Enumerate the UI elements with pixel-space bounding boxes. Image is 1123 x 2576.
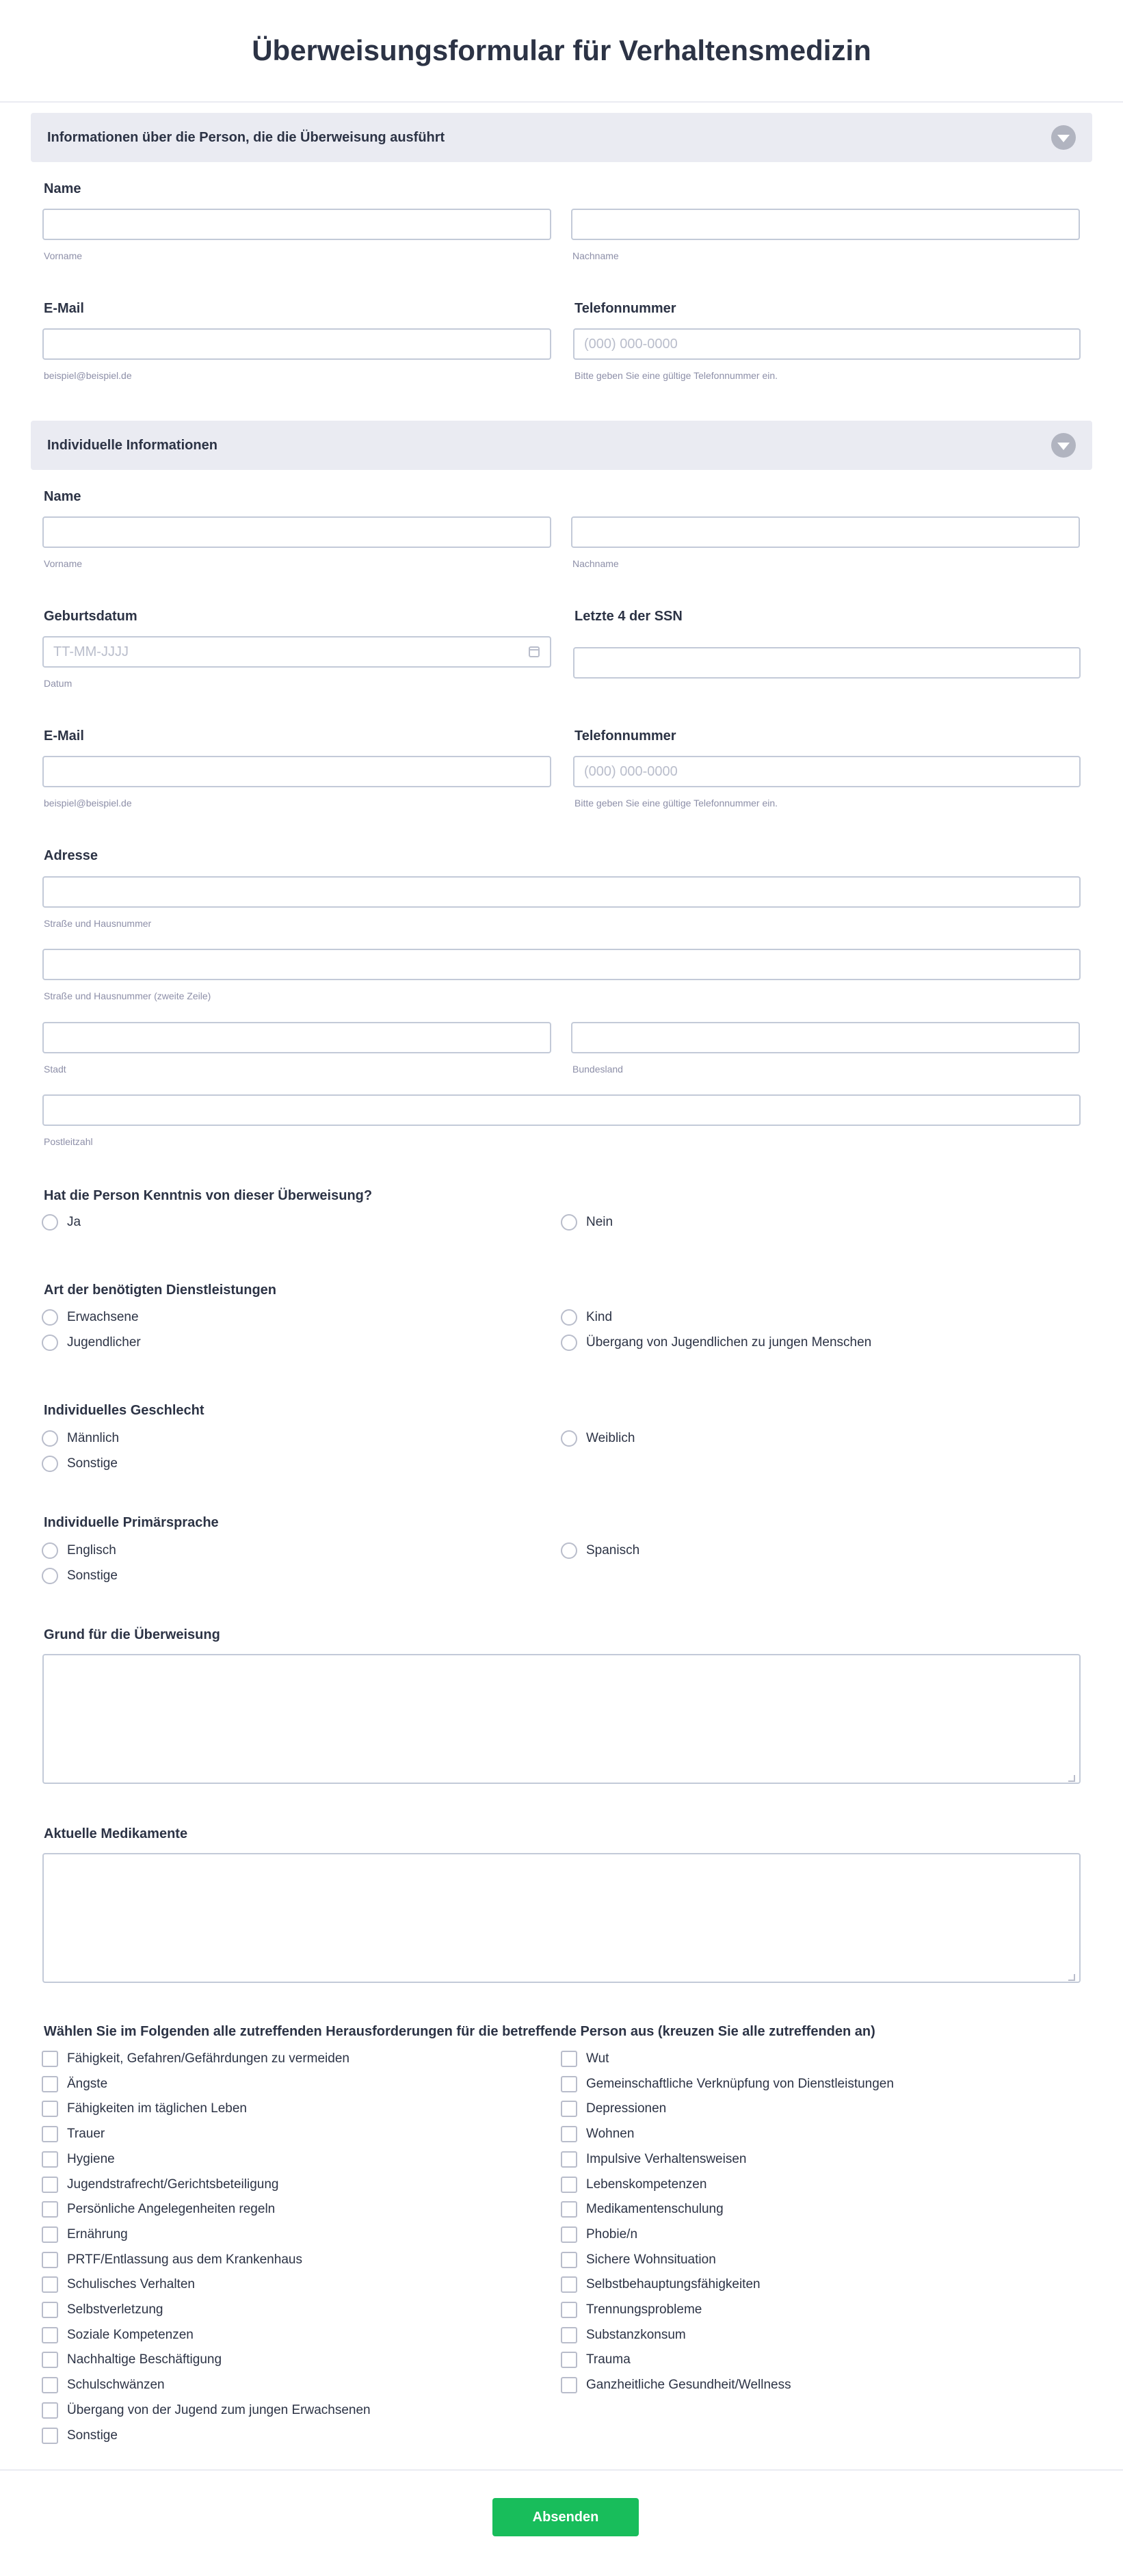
street-sublabel: Straße und Hausnummer bbox=[44, 918, 152, 929]
option-label: Nein bbox=[586, 1215, 613, 1229]
street-input[interactable] bbox=[42, 876, 1081, 908]
state-input[interactable] bbox=[571, 1022, 1080, 1053]
checkbox-option[interactable] bbox=[42, 2201, 275, 2218]
checkbox-label: Soziale Kompetenzen bbox=[67, 2327, 194, 2342]
city-input[interactable] bbox=[42, 1022, 551, 1053]
submit-button[interactable]: Absenden bbox=[492, 2498, 639, 2536]
checkbox-option[interactable] bbox=[42, 2076, 107, 2092]
radio-option-uebergang[interactable] bbox=[561, 1335, 871, 1351]
option-label: Männlich bbox=[67, 1431, 120, 1445]
section-header-individual[interactable] bbox=[31, 421, 1092, 470]
individual-phone-input[interactable] bbox=[573, 756, 1081, 787]
radio-option-ja[interactable] bbox=[42, 1214, 81, 1231]
date-sublabel: Datum bbox=[44, 678, 72, 689]
checkbox-label: Übergang von der Jugend zum jungen Erwachsenen bbox=[67, 2402, 371, 2417]
referrer-last-name-input[interactable] bbox=[571, 209, 1080, 240]
checkbox-option[interactable] bbox=[561, 2226, 637, 2243]
checkbox[interactable] bbox=[561, 2276, 577, 2293]
checkbox-option[interactable] bbox=[42, 2177, 278, 2193]
checkbox-label: Persönliche Angelegenheiten regeln bbox=[67, 2202, 276, 2217]
option-label: Spanisch bbox=[586, 1543, 640, 1558]
form-title: Überweisungsformular für Verhaltensmedizin bbox=[252, 34, 871, 66]
last-name-sublabel: Nachname bbox=[572, 558, 619, 569]
checkbox-label: Trauer bbox=[67, 2127, 105, 2142]
checkbox-option[interactable] bbox=[561, 2352, 631, 2368]
checkbox-label: Ängste bbox=[67, 2076, 108, 2091]
checkbox-option[interactable] bbox=[561, 2151, 746, 2168]
radio-circle[interactable] bbox=[42, 1335, 58, 1351]
checkbox-label: Phobie/n bbox=[586, 2226, 638, 2242]
referrer-phone-label: Telefonnummer bbox=[574, 301, 676, 316]
radio-circle[interactable] bbox=[42, 1214, 58, 1231]
checkbox-label: Medikamentenschulung bbox=[586, 2202, 724, 2217]
checkbox-option[interactable] bbox=[42, 2352, 222, 2368]
checkbox[interactable] bbox=[42, 2428, 58, 2444]
checkbox[interactable] bbox=[561, 2377, 577, 2393]
gender-label: Individuelles Geschlecht bbox=[44, 1403, 204, 1418]
section-title: Informationen über die Person, die die Überweisung ausführt bbox=[47, 129, 445, 145]
checkbox-label: Ganzheitliche Gesundheit/Wellness bbox=[586, 2378, 791, 2393]
checkbox[interactable] bbox=[42, 2126, 58, 2142]
address-label: Adresse bbox=[44, 848, 98, 863]
medication-label: Aktuelle Medikamente bbox=[44, 1826, 188, 1841]
checkbox[interactable] bbox=[42, 2402, 58, 2419]
checkbox[interactable] bbox=[42, 2226, 58, 2243]
checkbox-label: Schulisches Verhalten bbox=[67, 2277, 195, 2292]
checkbox-label: Schulschwänzen bbox=[67, 2378, 165, 2393]
checkbox[interactable] bbox=[42, 2276, 58, 2293]
option-label: Englisch bbox=[67, 1543, 116, 1558]
radio-circle[interactable] bbox=[42, 1430, 58, 1447]
checkbox[interactable] bbox=[42, 2201, 58, 2218]
checkbox[interactable] bbox=[42, 2327, 58, 2343]
checkbox-label: Hygiene bbox=[67, 2151, 115, 2166]
radio-circle[interactable] bbox=[42, 1309, 58, 1326]
first-name-sublabel: Vorname bbox=[44, 558, 83, 569]
checkbox-option[interactable] bbox=[561, 2377, 791, 2393]
option-label: Übergang von Jugendlichen zu jungen Menschen bbox=[586, 1335, 872, 1350]
first-name-sublabel: Vorname bbox=[44, 250, 83, 261]
form-header bbox=[0, 0, 1123, 103]
ssn-label: Letzte 4 der SSN bbox=[574, 609, 683, 624]
zip-sublabel: Postleitzahl bbox=[44, 1136, 93, 1147]
referrer-name-label: Name bbox=[44, 181, 81, 196]
phone-sublabel: Bitte geben Sie eine gültige Telefonnummer ein. bbox=[574, 798, 778, 809]
checkbox[interactable] bbox=[561, 2126, 577, 2142]
section-title: Individuelle Informationen bbox=[47, 437, 217, 453]
checkbox-label: Selbstverletzung bbox=[67, 2302, 163, 2317]
resize-handle-icon[interactable] bbox=[1068, 1775, 1075, 1782]
reason-textarea[interactable] bbox=[42, 1654, 1081, 1784]
radio-option-spanisch[interactable] bbox=[561, 1542, 639, 1559]
radio-circle[interactable] bbox=[42, 1542, 58, 1559]
checkbox-option[interactable] bbox=[42, 2126, 105, 2142]
challenges-label: Wählen Sie im Folgenden alle zutreffenden Herausforderungen für die betreffende Person aus (kreuzen Sie alle zutreffenden an) bbox=[44, 2024, 875, 2039]
checkbox[interactable] bbox=[561, 2201, 577, 2218]
email-sublabel: beispiel@beispiel.de bbox=[44, 370, 132, 381]
checkbox[interactable] bbox=[42, 2151, 58, 2168]
referrer-phone-input[interactable] bbox=[573, 328, 1081, 360]
checkbox-option[interactable] bbox=[42, 2428, 118, 2444]
radio-option-sonstige-gender[interactable] bbox=[42, 1456, 118, 1472]
radio-circle[interactable] bbox=[42, 1568, 58, 1584]
reason-label: Grund für die Überweisung bbox=[44, 1627, 220, 1642]
checkbox-label: Trennungsprobleme bbox=[586, 2302, 702, 2317]
state-sublabel: Bundesland bbox=[572, 1064, 623, 1075]
radio-circle[interactable] bbox=[561, 1335, 577, 1351]
radio-circle[interactable] bbox=[561, 1309, 577, 1326]
checkbox[interactable] bbox=[561, 2352, 577, 2368]
checkbox[interactable] bbox=[561, 2302, 577, 2318]
checkbox[interactable] bbox=[42, 2051, 58, 2067]
checkbox-option[interactable] bbox=[42, 2276, 195, 2293]
checkbox[interactable] bbox=[42, 2252, 58, 2268]
individual-name-label: Name bbox=[44, 489, 81, 504]
checkbox-option[interactable] bbox=[561, 2126, 634, 2142]
option-label: Kind bbox=[586, 1310, 613, 1324]
individual-last-name-input[interactable] bbox=[571, 516, 1080, 548]
checkbox-option[interactable] bbox=[42, 2151, 115, 2168]
collapse-icon[interactable] bbox=[1051, 125, 1076, 150]
birthdate-input[interactable] bbox=[42, 636, 551, 668]
radio-option-weiblich[interactable] bbox=[561, 1430, 635, 1447]
checkbox-option[interactable] bbox=[561, 2302, 702, 2318]
phone-sublabel: Bitte geben Sie eine gültige Telefonnummer ein. bbox=[574, 370, 778, 381]
radio-option-erwachsene[interactable] bbox=[42, 1309, 139, 1326]
checkbox-label: Trauma bbox=[586, 2352, 631, 2367]
checkbox-option[interactable] bbox=[42, 2252, 302, 2268]
checkbox-label: Sichere Wohnsituation bbox=[586, 2252, 716, 2267]
checkbox[interactable] bbox=[42, 2377, 58, 2393]
checkbox-option[interactable] bbox=[561, 2252, 716, 2268]
aware-label: Hat die Person Kenntnis von dieser Überweisung? bbox=[44, 1188, 373, 1203]
footer-divider bbox=[0, 2469, 1123, 2471]
radio-circle[interactable] bbox=[561, 1214, 577, 1231]
individual-email-label: E-Mail bbox=[44, 728, 84, 744]
checkbox-option[interactable] bbox=[42, 2302, 163, 2318]
checkbox-label: Fähigkeiten im täglichen Leben bbox=[67, 2101, 248, 2116]
checkbox[interactable] bbox=[42, 2101, 58, 2117]
checkbox-label: Wut bbox=[586, 2051, 609, 2066]
option-label: Erwachsene bbox=[67, 1310, 139, 1324]
checkbox-label: Substanzkonsum bbox=[586, 2327, 686, 2342]
city-sublabel: Stadt bbox=[44, 1064, 66, 1075]
medication-textarea[interactable] bbox=[42, 1853, 1081, 1983]
section-header-referrer[interactable] bbox=[31, 113, 1092, 162]
language-label: Individuelle Primärsprache bbox=[44, 1515, 219, 1530]
resize-handle-icon[interactable] bbox=[1068, 1974, 1075, 1981]
checkbox-option[interactable] bbox=[42, 2226, 128, 2243]
checkbox[interactable] bbox=[561, 2327, 577, 2343]
street2-input[interactable] bbox=[42, 949, 1081, 980]
checkbox-label: Depressionen bbox=[586, 2101, 667, 2116]
checkbox-label: Impulsive Verhaltensweisen bbox=[586, 2151, 747, 2166]
zip-input[interactable] bbox=[42, 1094, 1081, 1126]
checkbox-label: Fähigkeit, Gefahren/Gefährdungen zu vermeiden bbox=[67, 2051, 349, 2066]
checkbox[interactable] bbox=[561, 2051, 577, 2067]
birthdate-label: Geburtsdatum bbox=[44, 609, 137, 624]
checkbox[interactable] bbox=[42, 2302, 58, 2318]
checkbox-label: Selbstbehauptungsfähigkeiten bbox=[586, 2277, 761, 2292]
radio-option-jugendlicher[interactable] bbox=[42, 1335, 141, 1351]
radio-option-maennlich[interactable] bbox=[42, 1430, 119, 1447]
radio-option-nein[interactable] bbox=[561, 1214, 613, 1231]
checkbox[interactable] bbox=[42, 2076, 58, 2092]
checkbox[interactable] bbox=[42, 2177, 58, 2193]
checkbox-option[interactable] bbox=[561, 2201, 724, 2218]
checkbox[interactable] bbox=[561, 2226, 577, 2243]
individual-phone-label: Telefonnummer bbox=[574, 728, 676, 744]
last-name-sublabel: Nachname bbox=[572, 250, 619, 261]
checkbox-option[interactable] bbox=[42, 2051, 349, 2067]
checkbox[interactable] bbox=[561, 2177, 577, 2193]
referrer-first-name-input[interactable] bbox=[42, 209, 551, 240]
calendar-icon[interactable] bbox=[529, 646, 540, 657]
checkbox-label: Ernährung bbox=[67, 2226, 128, 2242]
checkbox[interactable] bbox=[42, 2352, 58, 2368]
checkbox-option[interactable] bbox=[42, 2377, 165, 2393]
checkbox[interactable] bbox=[561, 2076, 577, 2092]
checkbox[interactable] bbox=[561, 2101, 577, 2117]
referrer-email-input[interactable] bbox=[42, 328, 551, 360]
ssn-input[interactable] bbox=[573, 647, 1081, 679]
checkbox-label: Lebenskompetenzen bbox=[586, 2177, 707, 2192]
option-label: Weiblich bbox=[586, 1431, 635, 1445]
checkbox-label: Gemeinschaftliche Verknüpfung von Dienstleistungen bbox=[586, 2076, 894, 2091]
checkbox-label: Nachhaltige Beschäftigung bbox=[67, 2352, 222, 2367]
checkbox-option[interactable] bbox=[561, 2076, 894, 2092]
checkbox-option[interactable] bbox=[561, 2177, 706, 2193]
checkbox-option[interactable] bbox=[42, 2101, 247, 2117]
radio-option-kind[interactable] bbox=[561, 1309, 612, 1326]
street2-sublabel: Straße und Hausnummer (zweite Zeile) bbox=[44, 990, 211, 1001]
checkbox-option[interactable] bbox=[42, 2327, 194, 2343]
checkbox-option[interactable] bbox=[561, 2101, 666, 2117]
radio-circle[interactable] bbox=[561, 1542, 577, 1559]
checkbox-label: Sonstige bbox=[67, 2428, 118, 2443]
checkbox[interactable] bbox=[561, 2151, 577, 2168]
option-label: Jugendlicher bbox=[67, 1335, 141, 1350]
email-sublabel: beispiel@beispiel.de bbox=[44, 798, 132, 809]
option-label: Ja bbox=[67, 1215, 81, 1229]
radio-circle[interactable] bbox=[561, 1430, 577, 1447]
checkbox-option[interactable] bbox=[42, 2402, 371, 2419]
services-label: Art der benötigten Dienstleistungen bbox=[44, 1283, 277, 1298]
collapse-icon[interactable] bbox=[1051, 433, 1076, 458]
individual-email-input[interactable] bbox=[42, 756, 551, 787]
checkbox-label: Jugendstrafrecht/Gerichtsbeteiligung bbox=[67, 2177, 279, 2192]
referrer-email-label: E-Mail bbox=[44, 301, 84, 316]
individual-first-name-input[interactable] bbox=[42, 516, 551, 548]
checkbox-option[interactable] bbox=[561, 2327, 686, 2343]
option-label: Sonstige bbox=[67, 1568, 118, 1583]
checkbox-label: Wohnen bbox=[586, 2127, 635, 2142]
radio-option-englisch[interactable] bbox=[42, 1542, 116, 1559]
checkbox-option[interactable] bbox=[561, 2051, 609, 2067]
checkbox-option[interactable] bbox=[561, 2276, 761, 2293]
option-label: Sonstige bbox=[67, 1456, 118, 1471]
checkbox-label: PRTF/Entlassung aus dem Krankenhaus bbox=[67, 2252, 302, 2267]
radio-option-sonstige-language[interactable] bbox=[42, 1568, 118, 1584]
radio-circle[interactable] bbox=[42, 1456, 58, 1472]
checkbox[interactable] bbox=[561, 2252, 577, 2268]
